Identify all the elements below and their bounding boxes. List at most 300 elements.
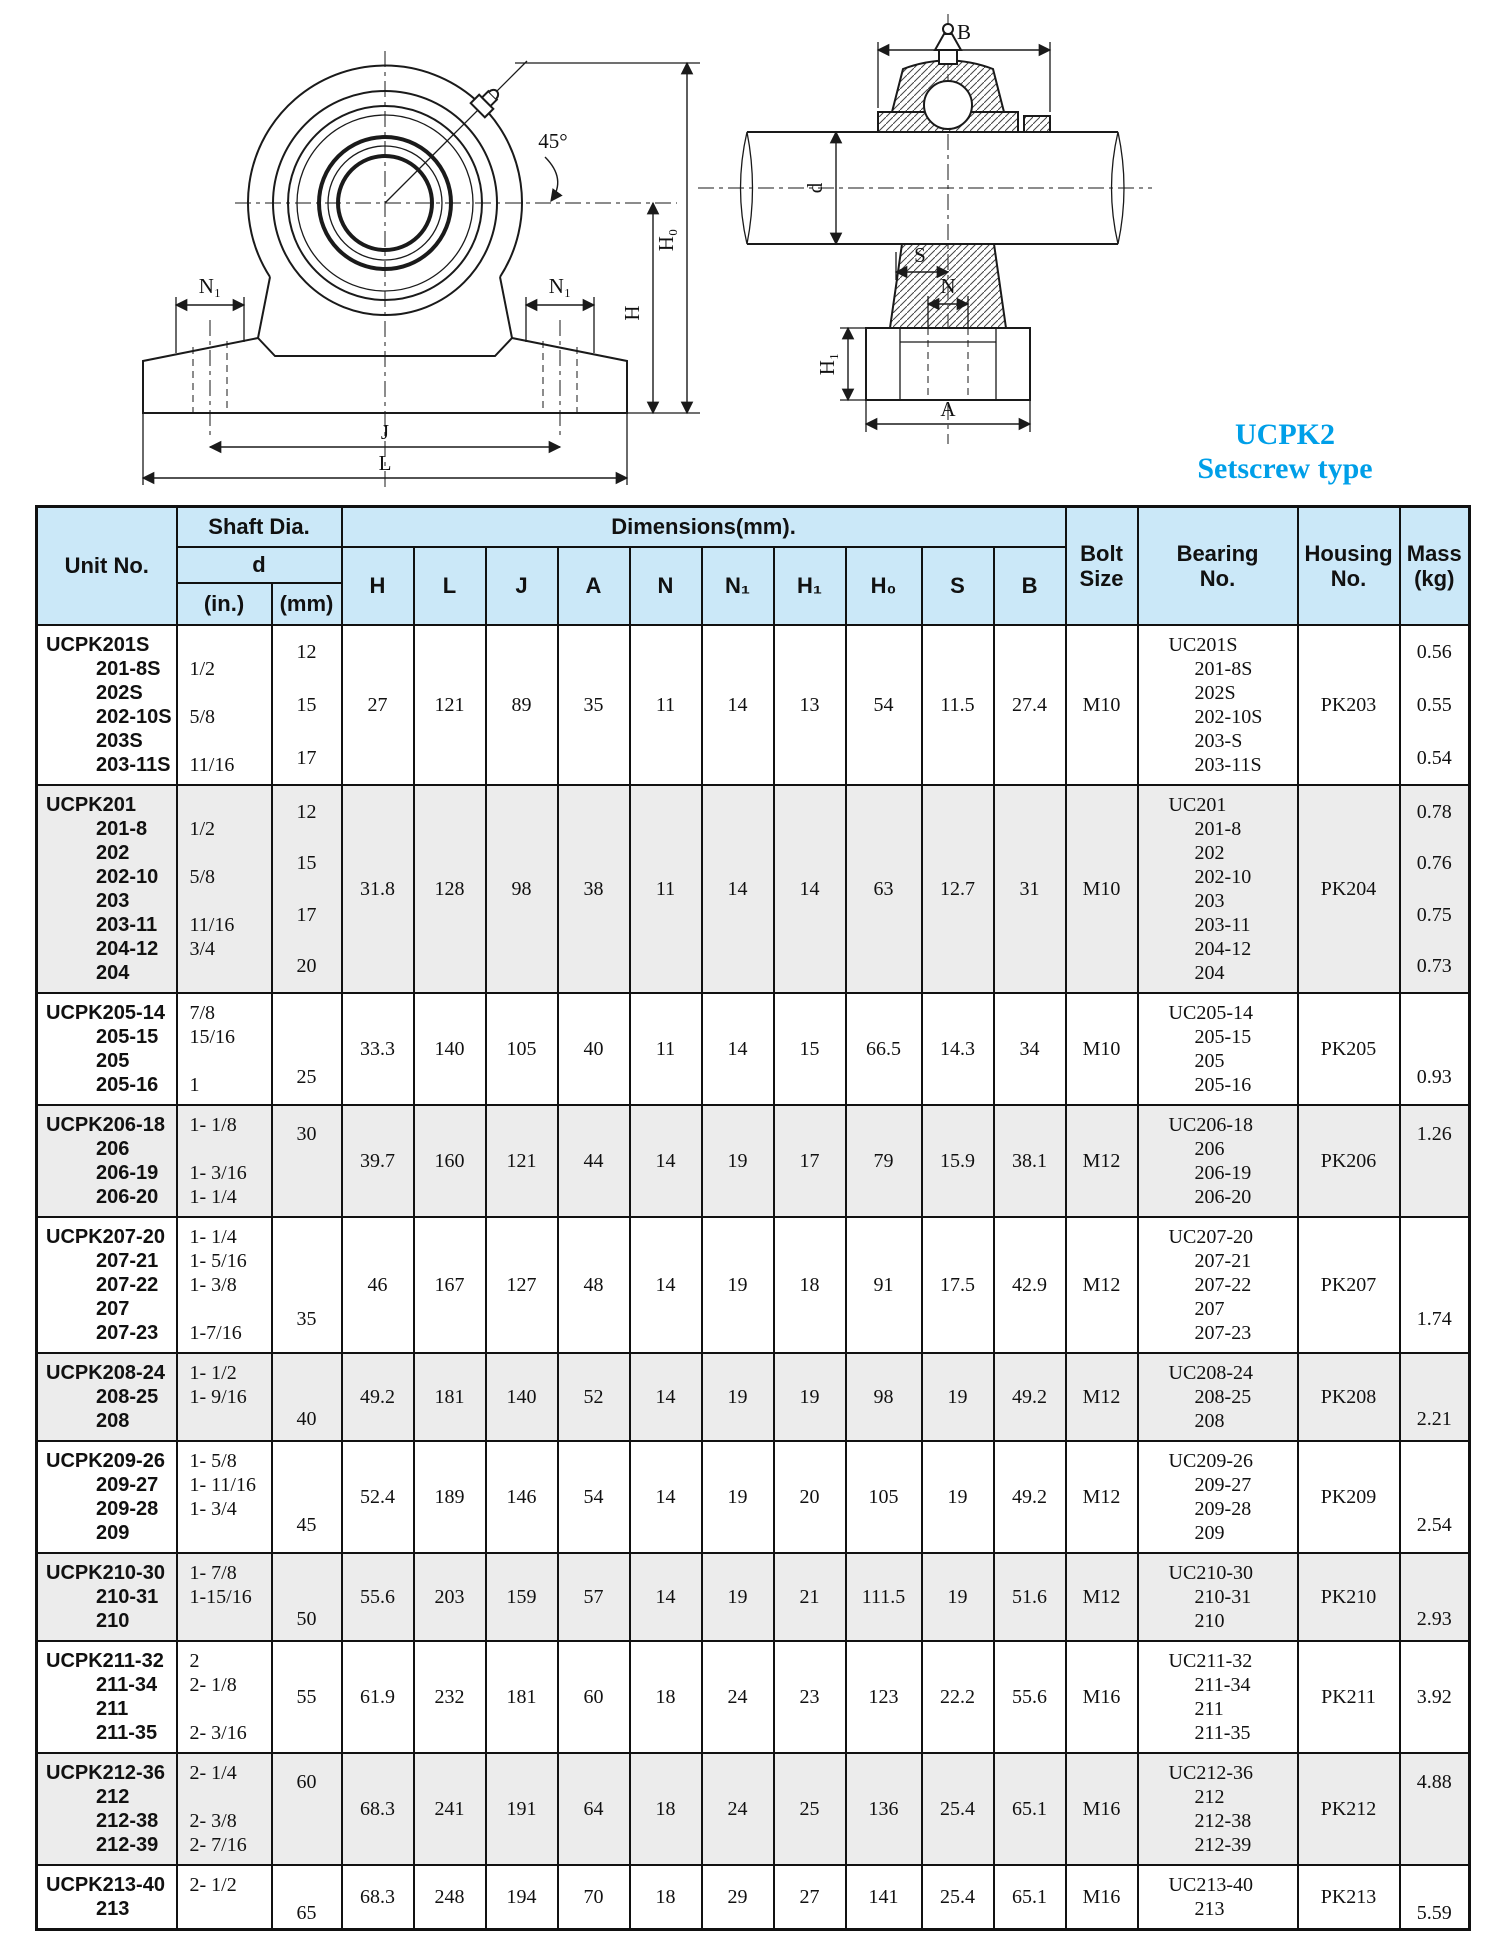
bearing-line: 208: [1194, 1410, 1225, 1432]
bearing-line: 207-23: [1194, 1322, 1252, 1344]
value-line: [1432, 1870, 1437, 1894]
mass-cell-stack: [1401, 626, 1469, 784]
dim-cell: 121: [486, 1105, 558, 1217]
shaft-in-cell: [177, 1105, 272, 1217]
shaft-mm-cell: [272, 1865, 342, 1930]
bolt-cell: M16: [1066, 1753, 1138, 1865]
unit-line: 205: [96, 1050, 130, 1072]
unit-line: 209-27: [96, 1474, 159, 1496]
col-header-bearing-line2: No.: [1199, 566, 1236, 591]
unit-line: 207-22: [96, 1274, 159, 1296]
dim-cell: 68.3: [342, 1865, 414, 1930]
unit-line: UCPK201S: [46, 634, 150, 656]
bearing-line: 207-21: [1194, 1250, 1252, 1272]
value-line: 5.59: [1416, 1901, 1452, 1924]
value-line: [304, 1240, 309, 1264]
bearing-line: 204: [1194, 962, 1225, 984]
mass-cell: [1400, 993, 1470, 1105]
shaft-in-line: 2- 3/16: [189, 1722, 247, 1744]
mass-cell-stack: [1401, 1642, 1469, 1752]
shaft-mm-cell: [272, 1105, 342, 1217]
shaft-in-line: [178, 793, 271, 817]
bolt-cell: M12: [1066, 1553, 1138, 1641]
dim-label-a: A: [940, 397, 956, 421]
bearing-line: UC211-32: [1168, 1650, 1253, 1672]
mass-cell-stack: [1401, 1754, 1469, 1864]
shaft-in-line: 1- 3/4: [189, 1498, 237, 1520]
col-header-dim: H₀: [846, 547, 922, 625]
value-line: [304, 1825, 309, 1849]
dim-cell: 140: [414, 993, 486, 1105]
dim-cell: 68.3: [342, 1753, 414, 1865]
shaft-in-cell: [177, 993, 272, 1105]
series-type: Setscrew type: [1197, 452, 1373, 485]
value-line: 12: [296, 641, 317, 664]
dim-cell: 39.7: [342, 1105, 414, 1217]
col-header-dim: J: [486, 547, 558, 625]
unit-cell: [37, 1753, 177, 1865]
shaft-in-line: [178, 841, 271, 865]
dim-cell: 18: [630, 1641, 702, 1753]
dim-cell: 136: [846, 1753, 922, 1865]
col-header-housing-no: [1298, 507, 1400, 626]
dim-cell: 25.4: [922, 1865, 994, 1930]
bearing-line: 212-39: [1194, 1834, 1252, 1856]
col-header-housing-line2: No.: [1330, 566, 1367, 591]
unit-line: UCPK213-40: [46, 1874, 165, 1896]
dim-cell: 91: [846, 1217, 922, 1353]
table-row: [37, 1553, 1470, 1641]
unit-line: UCPK201: [46, 794, 137, 816]
value-line: 0.76: [1416, 852, 1452, 875]
dim-cell: 31.8: [342, 785, 414, 993]
value-line: 40: [296, 1407, 317, 1430]
shaft-in-cell: [177, 785, 272, 993]
side-view-drawing: [690, 12, 1160, 452]
dim-cell: 23: [774, 1641, 846, 1753]
shaft-in-line: 3/4: [189, 938, 216, 960]
unit-line: 207-21: [96, 1250, 159, 1272]
bearing-line: 201-8: [1194, 818, 1242, 840]
bearing-line: 201-8S: [1194, 658, 1253, 680]
dim-cell: 17: [774, 1105, 846, 1217]
bolt-cell: M10: [1066, 625, 1138, 785]
unit-line: 212-39: [96, 1834, 159, 1856]
shaft-in-line: 1/2: [189, 818, 216, 840]
shaft-mm-cell: [272, 1441, 342, 1553]
bolt-cell: M10: [1066, 993, 1138, 1105]
unit-line: 212: [96, 1786, 130, 1808]
dim-cell: 105: [486, 993, 558, 1105]
value-line: 2.21: [1416, 1407, 1452, 1430]
bearing-line: 210: [1194, 1610, 1225, 1632]
shaft-in-line: 1: [189, 1074, 200, 1096]
dim-label-45: 45°: [538, 129, 568, 153]
col-header-dim: N₁: [702, 547, 774, 625]
housing-cell: PK209: [1298, 1441, 1400, 1553]
dim-cell: 189: [414, 1441, 486, 1553]
value-line: [304, 1364, 309, 1388]
col-header-dimensions: Dimensions(mm).: [342, 507, 1066, 548]
dim-cell: 15.9: [922, 1105, 994, 1217]
mass-cell-stack: [1401, 1106, 1469, 1216]
unit-line: UCPK212-36: [46, 1762, 165, 1784]
bearing-cell: [1138, 625, 1298, 785]
dim-cell: 19: [922, 1441, 994, 1553]
mass-cell: [1400, 1441, 1470, 1553]
dim-cell: 146: [486, 1441, 558, 1553]
dim-cell: 57: [558, 1553, 630, 1641]
dim-label-n1-right: N₁: [548, 274, 572, 298]
bearing-line: 212: [1194, 1786, 1225, 1808]
technical-drawings: [0, 0, 1497, 505]
dim-cell: 24: [702, 1753, 774, 1865]
unit-line: 208: [96, 1410, 130, 1432]
series-caption: [1140, 418, 1430, 486]
dim-cell: 27.4: [994, 625, 1066, 785]
shaft-in-line: 1- 7/8: [189, 1562, 237, 1584]
shaft-mm-cell: [272, 785, 342, 993]
col-header-bearing-line1: Bearing: [1176, 541, 1259, 566]
shaft-in-line: [178, 961, 271, 985]
col-header-dim: A: [558, 547, 630, 625]
unit-line: 210: [96, 1610, 130, 1632]
mass-cell-stack: [1401, 1866, 1469, 1928]
shaft-mm-cell-stack: [273, 1442, 341, 1552]
bearing-line: 206: [1194, 1138, 1225, 1160]
unit-line: 212-38: [96, 1810, 159, 1832]
value-line: 15: [296, 852, 317, 875]
shaft-in-line: [178, 1609, 271, 1633]
shaft-in-cell: [177, 1641, 272, 1753]
dim-cell: 14.3: [922, 993, 994, 1105]
unit-line: 203: [96, 890, 130, 912]
bearing-cell: [1138, 993, 1298, 1105]
unit-line: 203S: [96, 730, 143, 752]
dim-cell: 61.9: [342, 1641, 414, 1753]
bearing-line: 206-20: [1194, 1186, 1252, 1208]
dim-cell: 18: [630, 1865, 702, 1930]
housing-cell: PK203: [1298, 625, 1400, 785]
value-line: 0.73: [1416, 955, 1452, 978]
col-header-mm: (mm): [272, 583, 342, 625]
col-header-bolt-line1: Bolt: [1080, 541, 1123, 566]
shaft-mm-cell-stack: [273, 1554, 341, 1640]
shaft-in-line: 2- 7/16: [189, 1834, 247, 1856]
dim-cell: 55.6: [994, 1641, 1066, 1753]
table-row: [37, 993, 1470, 1105]
shaft-in-cell: [177, 1753, 272, 1865]
shaft-mm-cell-stack: [273, 1218, 341, 1352]
dim-label-h: H: [620, 305, 644, 321]
bearing-line: UC212-36: [1168, 1762, 1253, 1784]
bearing-line: 203-11: [1194, 914, 1251, 936]
bearing-line: 213: [1194, 1898, 1225, 1920]
dim-cell: 181: [486, 1641, 558, 1753]
housing-cell: PK210: [1298, 1553, 1400, 1641]
mass-cell-stack: [1401, 1442, 1469, 1552]
bearing-line: UC213-40: [1168, 1874, 1253, 1896]
bearing-line: 202-10: [1194, 866, 1252, 888]
shaft-in-line: 2- 1/4: [189, 1762, 237, 1784]
shaft-in-line: [178, 889, 271, 913]
dim-cell: 18: [774, 1217, 846, 1353]
value-line: 1.26: [1416, 1122, 1452, 1145]
unit-line: 207-23: [96, 1322, 159, 1344]
shaft-in-line: 1- 3/16: [189, 1162, 247, 1184]
dim-label-n1-left: N₁: [198, 274, 222, 298]
shaft-in-line: 11/16: [189, 754, 235, 776]
dim-cell: 40: [558, 993, 630, 1105]
bearing-line: 203-11S: [1194, 754, 1262, 776]
col-header-dim: H₁: [774, 547, 846, 625]
bearing-line: 209: [1194, 1522, 1225, 1544]
dim-label-h0: H₀: [654, 228, 678, 252]
shaft-mm-cell-stack: [273, 786, 341, 992]
dim-cell: 19: [702, 1441, 774, 1553]
value-line: 2.54: [1416, 1513, 1452, 1536]
dim-cell: 98: [846, 1353, 922, 1441]
unit-cell: [37, 1441, 177, 1553]
value-line: [304, 1458, 309, 1482]
dim-cell: 191: [486, 1753, 558, 1865]
unit-line: UCPK208-24: [46, 1362, 165, 1384]
value-line: 60: [296, 1770, 317, 1793]
shaft-in-line: 5/8: [189, 706, 216, 728]
dim-cell: 55.6: [342, 1553, 414, 1641]
dim-cell: 24: [702, 1641, 774, 1753]
bearing-cell: [1138, 1105, 1298, 1217]
unit-line: 211: [96, 1698, 129, 1720]
shaft-in-cell: [177, 1353, 272, 1441]
unit-cell: [37, 785, 177, 993]
dim-cell: 44: [558, 1105, 630, 1217]
front-view-drawing: [55, 45, 705, 500]
col-header-d: d: [177, 547, 342, 583]
dim-cell: 105: [846, 1441, 922, 1553]
shaft-in-line: 2- 1/2: [189, 1874, 237, 1896]
dim-cell: 51.6: [994, 1553, 1066, 1641]
shaft-in-line: 7/8: [189, 1002, 216, 1024]
value-line: 17: [296, 903, 317, 926]
shaft-in-line: [178, 1409, 271, 1433]
value-line: 4.88: [1416, 1770, 1452, 1793]
dim-cell: 65.1: [994, 1865, 1066, 1930]
mass-cell: [1400, 1553, 1470, 1641]
shaft-in-cell: [177, 1441, 272, 1553]
mass-cell-stack: [1401, 786, 1469, 992]
col-header-mass-line1: Mass: [1406, 541, 1462, 566]
shaft-mm-cell: [272, 1353, 342, 1441]
bearing-line: UC208-24: [1168, 1362, 1253, 1384]
shaft-in-line: 1- 1/2: [189, 1362, 237, 1384]
value-line: 12: [296, 800, 317, 823]
bearing-line: 203: [1194, 890, 1225, 912]
bearing-line: UC207-20: [1168, 1226, 1253, 1248]
bearing-line: 202-10S: [1194, 706, 1263, 728]
dim-cell: 141: [846, 1865, 922, 1930]
dim-cell: 140: [486, 1353, 558, 1441]
dim-cell: 19: [922, 1553, 994, 1641]
dim-cell: 33.3: [342, 993, 414, 1105]
bearing-line: 204-12: [1194, 938, 1252, 960]
dim-cell: 20: [774, 1441, 846, 1553]
col-header-housing-line1: Housing: [1304, 541, 1393, 566]
value-line: 20: [296, 955, 317, 978]
mass-cell: [1400, 1641, 1470, 1753]
table-row: [37, 1217, 1470, 1353]
value-line: 35: [296, 1307, 317, 1330]
bearing-line: 203-S: [1194, 730, 1243, 752]
unit-line: 206: [96, 1138, 130, 1160]
dim-cell: 14: [630, 1217, 702, 1353]
housing-cell: PK213: [1298, 1865, 1400, 1930]
unit-line: 203-11S: [96, 754, 171, 776]
unit-line: 203-11: [96, 914, 158, 936]
col-header-bolt-size: [1066, 507, 1138, 626]
bearing-line: 207: [1194, 1298, 1225, 1320]
shaft-mm-cell-stack: [273, 1642, 341, 1752]
dim-cell: 66.5: [846, 993, 922, 1105]
bolt-cell: M10: [1066, 785, 1138, 993]
shaft-in-line: [178, 1697, 271, 1721]
bearing-line: UC205-14: [1168, 1002, 1253, 1024]
bearing-line: UC206-18: [1168, 1114, 1253, 1136]
bearing-cell: [1138, 1553, 1298, 1641]
unit-line: UCPK205-14: [46, 1002, 165, 1024]
value-line: 50: [296, 1607, 317, 1630]
bearing-line: 208-25: [1194, 1386, 1252, 1408]
dim-cell: 12.7: [922, 785, 994, 993]
shaft-in-line: [178, 681, 271, 705]
unit-line: 202S: [96, 682, 143, 704]
mass-cell: [1400, 1217, 1470, 1353]
shaft-in-cell: [177, 1865, 272, 1930]
unit-line: 208-25: [96, 1386, 159, 1408]
value-line: [304, 1870, 309, 1894]
value-line: 45: [296, 1513, 317, 1536]
table-row: [37, 1441, 1470, 1553]
unit-line: 213: [96, 1898, 130, 1920]
unit-line: 206-19: [96, 1162, 159, 1184]
bearing-cell: [1138, 1641, 1298, 1753]
dim-cell: 49.2: [994, 1353, 1066, 1441]
unit-cell: [37, 1865, 177, 1930]
dim-cell: 14: [702, 625, 774, 785]
table-row: [37, 1753, 1470, 1865]
dim-cell: 21: [774, 1553, 846, 1641]
housing-cell: PK212: [1298, 1753, 1400, 1865]
value-line: [1432, 1458, 1437, 1482]
dim-cell: 54: [846, 625, 922, 785]
shaft-in-line: 1-15/16: [189, 1586, 252, 1608]
mass-cell: [1400, 1353, 1470, 1441]
dim-cell: 42.9: [994, 1217, 1066, 1353]
dim-cell: 11: [630, 993, 702, 1105]
dim-cell: 127: [486, 1217, 558, 1353]
bearing-line: 202S: [1194, 682, 1236, 704]
shaft-in-line: [178, 729, 271, 753]
unit-cell: [37, 1105, 177, 1217]
dim-cell: 19: [702, 1217, 774, 1353]
dim-label-j: J: [380, 420, 390, 444]
bearing-line: 211: [1194, 1698, 1224, 1720]
value-line: 15: [296, 693, 317, 716]
shaft-in-line: 1- 9/16: [189, 1386, 247, 1408]
dim-cell: 89: [486, 625, 558, 785]
dim-label-l: L: [378, 451, 392, 475]
dim-cell: 18: [630, 1753, 702, 1865]
dim-label-h1: H₁: [815, 352, 839, 376]
value-line: 0.54: [1416, 746, 1452, 769]
shaft-in-line: 11/16: [189, 914, 235, 936]
dim-cell: 14: [630, 1553, 702, 1641]
bearing-cell: [1138, 1441, 1298, 1553]
dim-cell: 17.5: [922, 1217, 994, 1353]
table-row: [37, 1105, 1470, 1217]
value-line: 17: [296, 746, 317, 769]
housing-cell: PK204: [1298, 785, 1400, 993]
bearing-line: 210-31: [1194, 1586, 1252, 1608]
bearing-line: 212-38: [1194, 1810, 1252, 1832]
col-header-dim: H: [342, 547, 414, 625]
bolt-cell: M12: [1066, 1105, 1138, 1217]
housing-cell: PK206: [1298, 1105, 1400, 1217]
value-line: [1432, 1177, 1437, 1201]
bearing-line: 211-35: [1194, 1722, 1251, 1744]
shaft-mm-cell-stack: [273, 1354, 341, 1440]
col-header-mass-line2: (kg): [1414, 566, 1455, 591]
series-name: UCPK2: [1235, 418, 1335, 451]
unit-line: 205-16: [96, 1074, 159, 1096]
unit-line: 210-31: [96, 1586, 159, 1608]
mass-cell: [1400, 1105, 1470, 1217]
housing-cell: PK205: [1298, 993, 1400, 1105]
shaft-mm-cell-stack: [273, 1866, 341, 1928]
bearing-cell: [1138, 1865, 1298, 1930]
bearing-line: 209-27: [1194, 1474, 1252, 1496]
value-line: 0.93: [1416, 1065, 1452, 1088]
table-row: [37, 1353, 1470, 1441]
col-header-dim: L: [414, 547, 486, 625]
dim-cell: 203: [414, 1553, 486, 1641]
dim-cell: 11: [630, 625, 702, 785]
dim-cell: 52: [558, 1353, 630, 1441]
shaft-in-line: [178, 1521, 271, 1545]
shaft-mm-cell-stack: [273, 1754, 341, 1864]
table-row: [37, 1865, 1470, 1930]
col-header-bearing-no: [1138, 507, 1298, 626]
dim-cell: 25.4: [922, 1753, 994, 1865]
bolt-cell: M12: [1066, 1217, 1138, 1353]
value-line: [1432, 1240, 1437, 1264]
dim-cell: 14: [630, 1353, 702, 1441]
dim-cell: 60: [558, 1641, 630, 1753]
dim-cell: 27: [774, 1865, 846, 1930]
value-line: 55: [296, 1686, 317, 1708]
bearing-line: 205: [1194, 1050, 1225, 1072]
bolt-cell: M12: [1066, 1441, 1138, 1553]
value-line: 30: [296, 1122, 317, 1145]
mass-cell: [1400, 785, 1470, 993]
dim-cell: 194: [486, 1865, 558, 1930]
mass-cell-stack: [1401, 1218, 1469, 1352]
bearing-line: 205-15: [1194, 1026, 1252, 1048]
value-line: 0.55: [1416, 693, 1452, 716]
shaft-mm-cell-stack: [273, 1106, 341, 1216]
value-line: 0.56: [1416, 641, 1452, 664]
unit-line: 209: [96, 1522, 130, 1544]
